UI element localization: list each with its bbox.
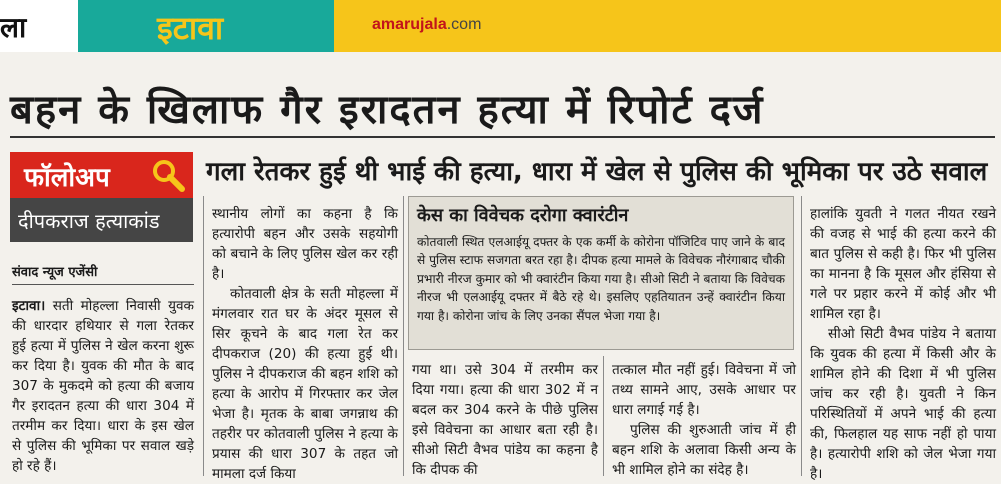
column-1-paragraph bbox=[12, 296, 194, 476]
column-3-paragraph: गया था। उसे 304 में तरमीम कर दिया गया। हत्या की धारा 302 में न बदल कर 304 करने के पीछे पुलिस इसे विवेचना का आधार बता रही है। सीओ सिटी वैभव पांडेय का कहना है कि दीपक की bbox=[412, 362, 598, 478]
column-divider-4 bbox=[801, 196, 802, 476]
followup-logo bbox=[10, 152, 193, 242]
followup-logo-bottom bbox=[10, 198, 193, 242]
site-domain: .com bbox=[446, 16, 482, 33]
site-url[interactable] bbox=[372, 16, 481, 34]
byline: संवाद न्यूज एजेंसी bbox=[12, 265, 98, 280]
article-column-4 bbox=[612, 360, 796, 480]
magnifying-glass-icon bbox=[151, 158, 185, 192]
column-1-text: सती मोहल्ला निवासी युवक की धारदार हथियार से गला रेतकर हुई हत्या में पुलिस ने खेल करना शुरू कर दिया है। युवक की मौत के बाद 307 के मुकदमे को हत्या की बजाय गैर इरादतन हत्या की धारा 304 में तरमीम कर दिया। धारा के इस खेल से पुलिस की भूमिका पर सवाल खड़े हो रहे हैं। bbox=[12, 298, 194, 474]
column-2-paragraph-2: कोतवाली क्षेत्र के सती मोहल्ला में मंगलवार रात घर के अंदर मूसल से सिर कूचने के बाद गला रेत कर दीपकराज (20) की हत्या हुई थी। पुलिस ने दीपकराज की बहन शशि को हत्या के आरोप में गिरफ्तार कर जेल भेजा है। मृतक के बाबा जगन्नाथ की तहरीर पर कोतवाली पुलिस ने हत्या के प्रयास की धारा 307 के तहत जो मामला दर्ज किया bbox=[212, 286, 398, 482]
headline-rule bbox=[10, 136, 995, 138]
article-column-5 bbox=[810, 204, 996, 484]
column-divider-1 bbox=[203, 196, 204, 476]
site-brand: amarujala bbox=[372, 16, 447, 33]
column-5-paragraph-1: हालांकि युवती ने गलत नीयत रखने की वजह से भाई की हत्या करने की बात पुलिस से कही है। फिर भी पुलिस का मानना है कि मूसल और हंसिया से गले पर प्रहार करने में कोई और भी शामिल रहा है। bbox=[810, 206, 996, 322]
followup-logo-top bbox=[10, 152, 193, 198]
column-divider-3 bbox=[603, 356, 604, 476]
masthead-edge-fragment: ला bbox=[0, 11, 27, 44]
subheadline: गला रेतकर हुई थी भाई की हत्या, धारा में खेल से पुलिस की भूमिका पर उठे सवाल bbox=[206, 157, 988, 187]
column-divider-2 bbox=[403, 196, 404, 476]
column-5-paragraph-2: सीओ सिटी वैभव पांडेय ने बताया कि युवक की हत्या में किसी और के शामिल होने की दिशा में भी पुलिस जांच कर रही है। युवती ने किन परिस्थितियों में अपने भाई की हत्या की, फिलहाल यह साफ नहीं हो पाया है। हत्यारोपी शशि को जेल भेजा गया है। bbox=[810, 326, 996, 482]
boxed-story bbox=[408, 196, 794, 350]
article-column-1 bbox=[12, 296, 194, 476]
article-column-3 bbox=[412, 360, 598, 480]
boxed-story-title: केस का विवेचक दरोगा क्वारंटीन bbox=[417, 205, 629, 226]
boxed-story-text: कोतवाली स्थित एलआईयू दफ्तर के एक कर्मी के कोरोना पॉजिटिव पाए जाने के बाद से पुलिस स्टाफ सजगता बरत रहा है। दीपक हत्या मामले के विवेचक नौरंगाबाद चौकी प्रभारी नीरज कुमार को भी क्वारंटीन किया गया है। सीओ सिटी ने बताया कि विवेचक नीरज भी एलआईयू दफ्तर में बैठे रहे थे। इसलिए एहतियातन उन्हें क्वारंटीन किया गया है। कोरोना जांच के लिए उनका सैंपल भेजा गया है। bbox=[417, 235, 785, 323]
followup-label: फॉलोअप bbox=[24, 163, 110, 193]
masthead bbox=[0, 0, 1001, 52]
column-2-paragraph-1: स्थानीय लोगों का कहना है कि हत्यारोपी बहन और उसके सहयोगी को बचाने के लिए पुलिस खेल कर रही है। bbox=[212, 206, 398, 282]
column-4-paragraph-2: पुलिस की शुरुआती जांच में ही बहन शशि के अलावा किसी अन्य के भी शामिल होने का संदेह है। bbox=[612, 422, 796, 478]
city-name: इटावा bbox=[157, 9, 224, 47]
column-4-paragraph-1: तत्काल मौत नहीं हुई। विवेचना में जो तथ्य सामने आए, उसके आधार पर धारा लगाई गई है। bbox=[612, 362, 796, 418]
headline: बहन के खिलाफ गैर इरादतन हत्या में रिपोर्ट दर्ज bbox=[10, 86, 765, 133]
followup-case-name: दीपकराज हत्याकांड bbox=[18, 209, 160, 233]
article-column-2 bbox=[212, 204, 398, 484]
dateline: इटावा। bbox=[12, 298, 46, 314]
byline-rule bbox=[12, 284, 194, 285]
